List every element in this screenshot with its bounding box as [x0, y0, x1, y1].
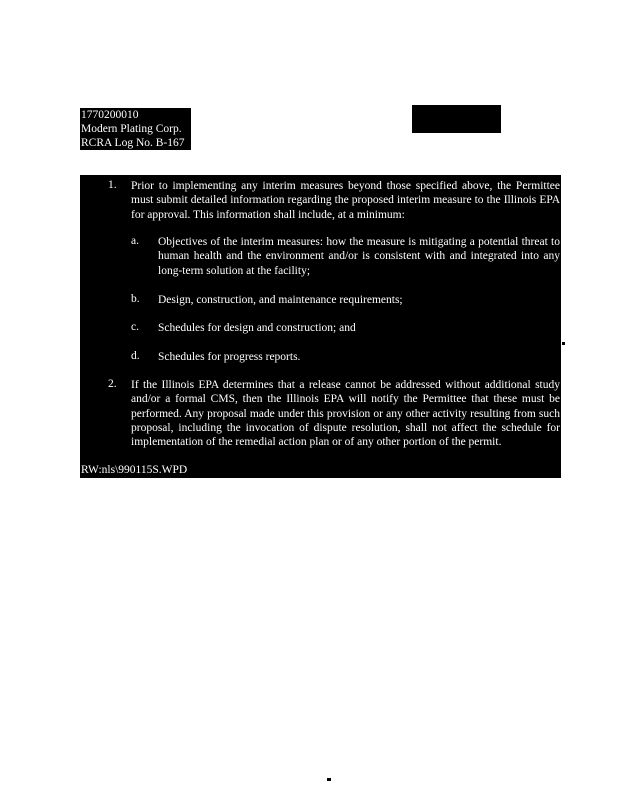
subitem-a-text: Objectives of the interim measures: how the measure is mitigating a potential threat to human health and the environment and/or is consistent with and integrated into any long-term solution at the facility; — [158, 236, 560, 277]
page-mark — [327, 778, 331, 781]
item-1-text: Prior to implementing any interim measures beyond those specified above, the Permittee must submit detailed information regarding the proposed interim measure to the Illinois EPA for approval. This information shall include, at a minimum: — [131, 180, 560, 221]
subitem-b-letter: b. — [131, 293, 140, 305]
header-company: Modern Plating Corp. — [81, 123, 182, 135]
document-body — [80, 175, 561, 478]
item-2-text: If the Illinois EPA determines that a release cannot be addressed without additional study and/or a formal CMS, then the Illinois EPA will notify the Permittee that these must be performed. Any proposal made under this provision or any other activity resulting from such proposal, including the invocation of dispute resolution, shall not affect the schedule for implementation of the remedial action plan or of any other portion of the permit. — [131, 379, 560, 449]
subitem-c-letter: c. — [131, 321, 139, 333]
redaction-box — [412, 105, 501, 133]
header-id: 1770200010 — [81, 109, 139, 121]
file-reference: RW:nls\990115S.WPD — [81, 464, 188, 476]
subitem-c-text: Schedules for design and construction; and — [158, 322, 356, 334]
header-log-number: RCRA Log No. B-167 — [81, 137, 185, 149]
subitem-d-text: Schedules for progress reports. — [158, 351, 301, 363]
subitem-a-letter: a. — [131, 235, 139, 247]
subitem-b-text: Design, construction, and maintenance requirements; — [158, 294, 403, 306]
document-header — [80, 108, 191, 150]
subitem-d-letter: d. — [131, 350, 140, 362]
item-1-number: 1. — [108, 179, 117, 191]
margin-mark — [562, 342, 565, 345]
item-2-number: 2. — [108, 378, 117, 390]
